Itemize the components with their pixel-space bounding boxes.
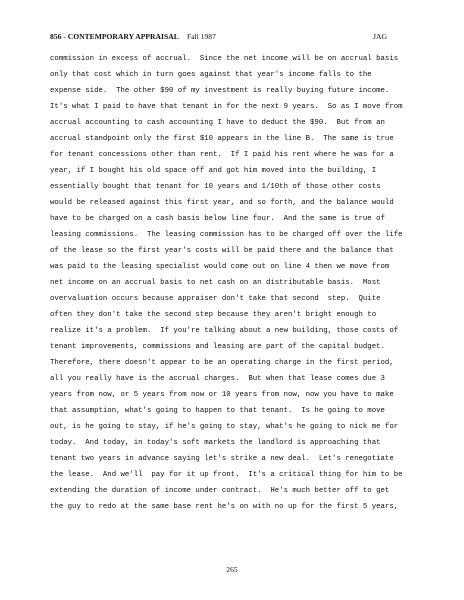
text-line: net income on an accrual basis to net cash on an distributable basis. Most: [50, 279, 381, 287]
text-line: Therefore, there doesn't appear to be an operating charge in the first period,: [50, 359, 394, 367]
text-line: extending the duration of income under contract. He's much better off to get: [50, 487, 390, 495]
body-text: [50, 51, 422, 515]
text-line: often they don't take the second step because they aren't bright enough to: [50, 311, 377, 319]
text-line: all you really have is the accrual charges. But when that lease comes due 3: [50, 375, 385, 383]
header-issue: Fall 1987: [187, 32, 216, 41]
header-journal-title: 856 - CONTEMPORARY APPRAISAL: [50, 32, 179, 41]
text-line: expense side. The other $90 of my investment is really buying future income.: [50, 87, 390, 95]
text-line: was paid to the leasing specialist would come out on line 4 then we move from: [50, 263, 390, 271]
text-line: It's what I paid to have that tenant in for the next 9 years. So as I move from: [50, 103, 403, 111]
text-line: the guy to redo at the same base rent he's on with no up for the first 5 years,: [50, 503, 399, 511]
text-line: would be released against this first year, and so forth, and the balance would: [50, 199, 394, 207]
text-line: the lease. And we'll pay for it up front. It's a critical thing for him to be: [50, 471, 403, 479]
text-line: realize it's a problem. If you're talking about a new building, those costs of: [50, 327, 399, 335]
text-line: have to be charged on a cash basis below line four. And the same is true of: [50, 215, 385, 223]
text-line: essentially bought that tenant for 10 years and 1/10th of those other costs: [50, 183, 381, 191]
text-line: tenant two years in advance saying let's strike a new deal. Let's renegotiate: [50, 455, 394, 463]
text-line: accrual standpoint only the first $10 appears in the line B. The same is true: [50, 135, 394, 143]
text-line: years from now, or 5 years from now or 10 years from now, now you have to make: [50, 391, 394, 399]
text-line: for tenant concessions other than rent. If I paid his rent where he was for a: [50, 151, 394, 159]
header-initials: JAG: [373, 32, 387, 41]
text-line: out, is he going to stay, if he's going to stay, what's he going to nick me for: [50, 423, 399, 431]
text-line: tenant improvements, commissions and leasing are part of the capital budget.: [50, 343, 385, 351]
text-line: today. And today, in today's soft markets the landlord is approaching that: [50, 439, 381, 447]
text-line: accrual accounting to cash accounting I have to deduct the $90. But from an: [50, 119, 385, 127]
text-line: overvaluation occurs because appraiser don't take that second step. Quite: [50, 295, 381, 303]
text-line: that assumption, what's going to happen to that tenant. Is he going to move: [50, 407, 385, 415]
text-line: only that cost which in turn goes against that year's income falls to the: [50, 71, 372, 79]
page-number: 265: [226, 565, 238, 574]
text-line: commission in excess of accrual. Since the net income will be on accrual basis: [50, 55, 399, 63]
text-line: leasing commissions. The leasing commission has to be charged off over the life: [50, 231, 403, 239]
running-header: [50, 32, 420, 44]
text-line: year, if I bought his old space off and got him moved into the building, I: [50, 167, 377, 175]
text-line: of the lease so the first year's costs will be paid there and the balance that: [50, 247, 394, 255]
